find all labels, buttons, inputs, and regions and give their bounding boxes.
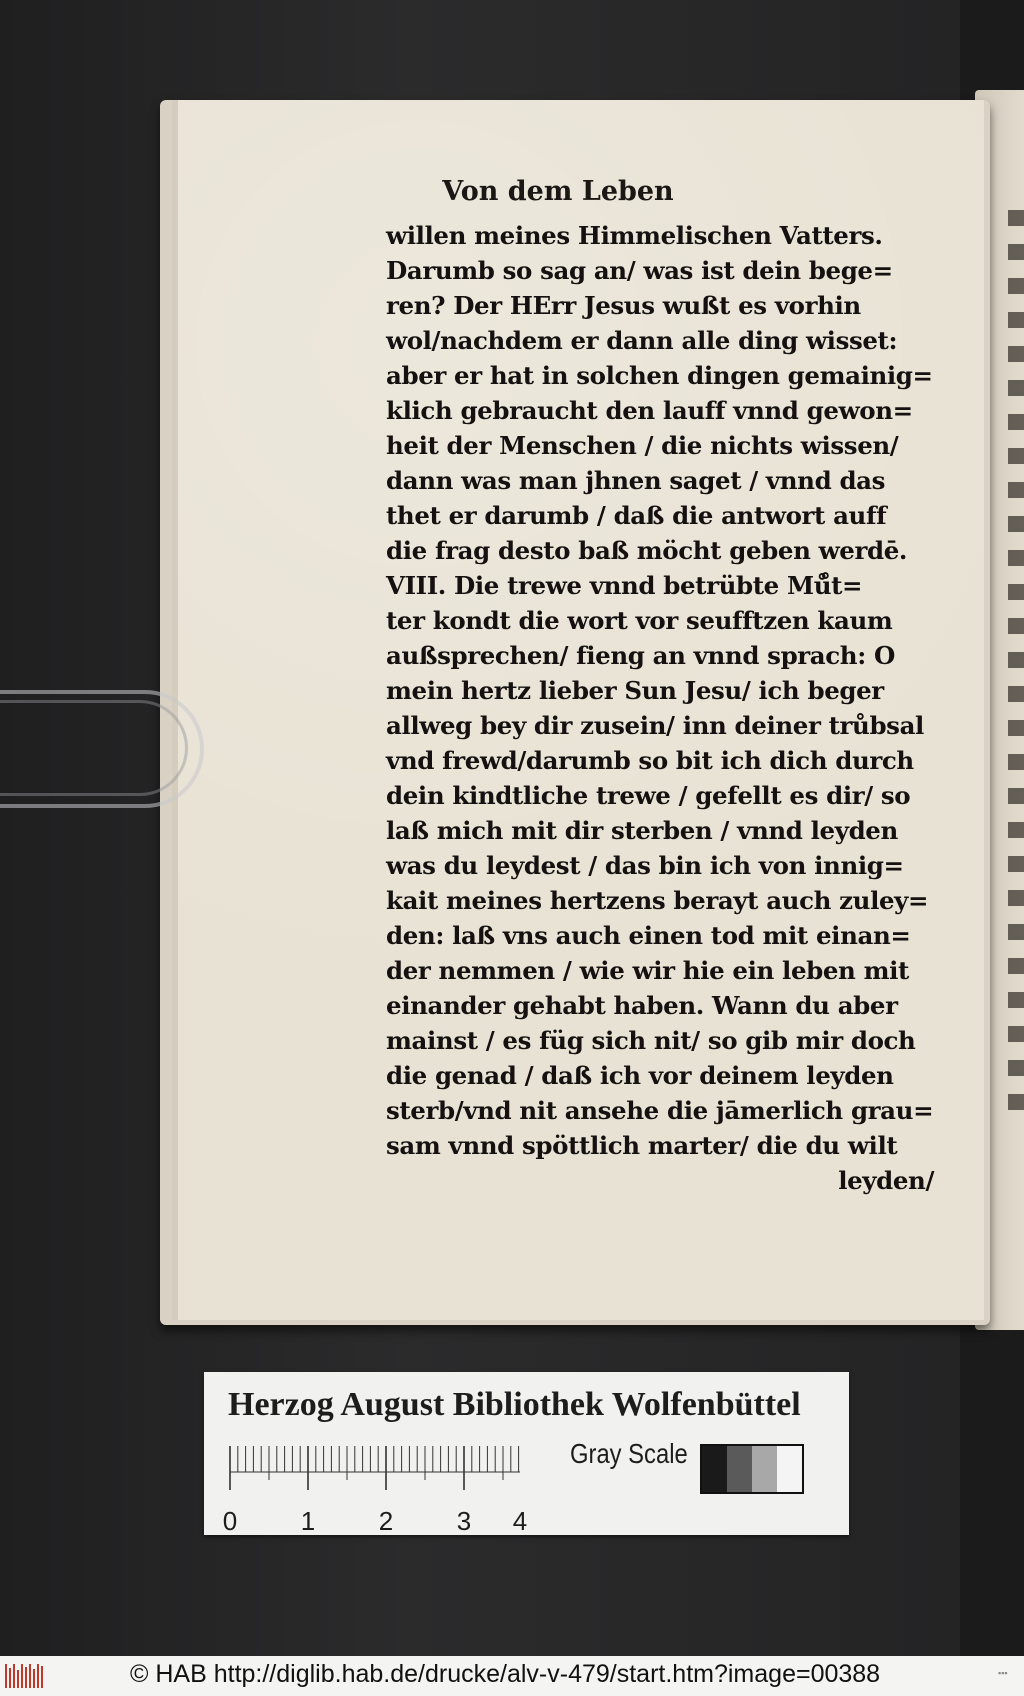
text-line: sam vnnd spöttlich marter/ die du wilt [386,1131,898,1160]
text-line: vnd frewd/darumb so bit ich dich durch [386,746,914,775]
text-line: sterb/vnd nit ansehe die jāmerlich grau= [386,1096,934,1125]
ruler-label: 1 [300,1506,316,1536]
text-line: VIII. Die trewe vnnd betrübte Mů̊t= [386,571,863,600]
hab-logo-icon [4,1662,48,1690]
footer-bar [0,1656,1024,1696]
page-clip-inner [0,700,188,796]
text-line: laß mich mit dir sterben / vnnd leyden [386,816,898,845]
text-line: thet er darumb / daß die antwort auff [386,501,887,530]
facing-page-text-fragment [1008,210,1024,1110]
gray-scale-label: Gray Scale [570,1438,688,1469]
text-line: allweg bey dir zusein/ inn deiner trůbsal [386,711,924,740]
color-target-card [204,1372,849,1535]
text-line: kait meines hertzens berayt auch zuley= [386,886,929,915]
footer-small-mark: ▪▪▪ [998,1668,1008,1678]
target-title: Herzog August Bibliothek Wolfenbüttel [228,1386,801,1423]
text-line: mein hertz lieber Sun Jesu/ ich beger [386,676,884,705]
gray-swatch [752,1446,777,1492]
ruler-label: 0 [222,1506,238,1536]
text-line: einander gehabt haben. Wann du aber [386,991,898,1020]
gray-swatch [777,1446,802,1492]
text-line: willen meines Himmelischen Vatters. [386,221,883,250]
text-line: den: laß vns auch einen tod mit einan= [386,921,911,950]
text-line: was du leydest / das bin ich von innig= [386,851,904,880]
text-line: ren? Der HErr Jesus wußt es vorhin [386,291,861,320]
text-line: klich gebraucht den lauff vnnd gewon= [386,396,913,425]
text-line: Darumb so sag an/ was ist dein bege= [386,256,893,285]
running-head: Von dem Leben [442,176,674,207]
ruler-ticks [230,1446,520,1490]
ruler-label: 4 [512,1506,528,1536]
text-line: heit der Menschen / die nichts wissen/ [386,431,899,460]
text-line: wol/nachdem er dann alle ding wisset: [386,326,898,355]
ruler-label: 3 [456,1506,472,1536]
text-line: die genad / daß ich vor deinem leyden [386,1061,894,1090]
scale-ruler [222,1442,528,1536]
ruler-label: 2 [378,1506,394,1536]
text-line: die frag desto baß möcht geben werdē. [386,536,908,565]
gray-swatch [702,1446,727,1492]
text-line: mainst / es füg sich nit/ so gib mir doch [386,1026,916,1055]
text-block [386,218,934,1198]
text-line: der nemmen / wie wir hie ein leben mit [386,956,909,985]
gray-swatch [727,1446,752,1492]
text-line: außsprechen/ fieng an vnnd sprach: O [386,641,895,670]
text-line: dann was man jhnen saget / vnnd das [386,466,886,495]
text-line: ter kondt die wort vor seufftzen kaum [386,606,893,635]
text-line: dein kindtliche trewe / gefellt es dir/ so [386,781,911,810]
catchword: leyden/ [838,1166,934,1195]
text-line: aber er hat in solchen dingen gemainig= [386,361,933,390]
footer-url[interactable]: © HAB http://diglib.hab.de/drucke/alv-v-479/start.htm?image=00388 [130,1660,881,1688]
gray-scale-swatches [700,1444,804,1494]
